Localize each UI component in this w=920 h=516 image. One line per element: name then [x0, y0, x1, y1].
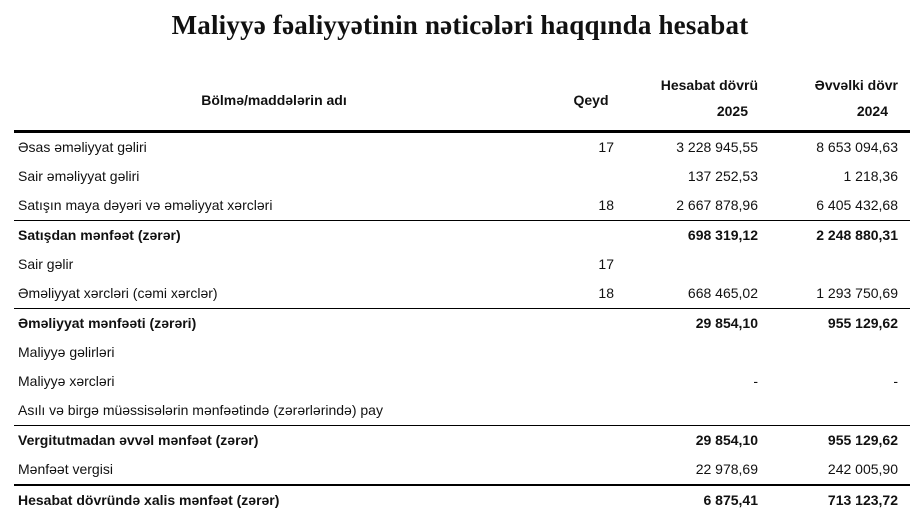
- previous-period-year: 2024: [856, 103, 888, 119]
- row-current: 22 978,69: [695, 461, 758, 477]
- table-row: [14, 191, 910, 220]
- row-previous: 2 248 880,31: [816, 227, 898, 243]
- row-name: Əməliyyat mənfəəti (zərəri): [18, 315, 197, 331]
- income-statement-table: [14, 70, 910, 515]
- row-previous: 955 129,62: [827, 315, 898, 331]
- row-name: Maliyyə gəlirləri: [18, 344, 115, 360]
- row-name: Vergitutmadan əvvəl mənfəət (zərər): [18, 432, 259, 448]
- row-name: Asılı və birgə müəssisələrin mənfəətində (zərərlərində) pay: [18, 402, 383, 418]
- current-period-label: Hesabat dövrü: [660, 77, 758, 93]
- table-row: [14, 338, 910, 367]
- table-row: [14, 367, 910, 396]
- row-note: 18: [598, 197, 614, 213]
- row-previous: 1 218,36: [843, 168, 898, 184]
- row-current: 3 228 945,55: [676, 139, 758, 155]
- column-header-previous: [758, 72, 898, 124]
- row-name: Mənfəət vergisi: [18, 461, 113, 477]
- row-note: 17: [598, 256, 614, 272]
- row-name: Əməliyyat xərcləri (cəmi xərclər): [18, 285, 218, 301]
- table-row: [14, 279, 910, 308]
- table-row-subtotal: [14, 220, 910, 250]
- table-row-net-profit: [14, 484, 910, 515]
- row-name: Satışdan mənfəət (zərər): [18, 227, 181, 243]
- column-header-name: Bölmə/maddələrin adı: [201, 92, 347, 108]
- table-row: [14, 396, 910, 425]
- row-previous: 6 405 432,68: [816, 197, 898, 213]
- table-row: [14, 133, 910, 162]
- row-previous: 955 129,62: [827, 432, 898, 448]
- row-current: -: [753, 373, 758, 389]
- row-current: 6 875,41: [703, 492, 758, 508]
- table-header: [14, 70, 910, 133]
- row-name: Hesabat dövründə xalis mənfəət (zərər): [18, 492, 280, 508]
- row-name: Sair əməliyyat gəliri: [18, 168, 140, 184]
- row-current: 29 854,10: [695, 315, 758, 331]
- row-previous: 713 123,72: [827, 492, 898, 508]
- table-row-subtotal: [14, 425, 910, 455]
- column-header-note: Qeyd: [573, 92, 609, 108]
- row-name: Satışın maya dəyəri və əməliyyat xərcləri: [18, 197, 273, 213]
- column-header-current: [626, 72, 758, 124]
- row-current: 2 667 878,96: [676, 197, 758, 213]
- row-name: Sair gəlir: [18, 256, 74, 272]
- row-previous: -: [893, 373, 898, 389]
- row-name: Maliyyə xərcləri: [18, 373, 115, 389]
- current-period-year: 2025: [716, 103, 748, 119]
- row-current: 668 465,02: [687, 285, 758, 301]
- row-note: 18: [598, 285, 614, 301]
- row-name: Əsas əməliyyat gəliri: [18, 139, 147, 155]
- row-previous: 242 005,90: [827, 461, 898, 477]
- table-row-subtotal: [14, 308, 910, 338]
- table-row: [14, 162, 910, 191]
- row-current: 137 252,53: [687, 168, 758, 184]
- report-title: Maliyyə fəaliyyətinin nəticələri haqqında hesabat: [171, 10, 749, 40]
- table-row: [14, 455, 910, 484]
- row-current: 698 319,12: [687, 227, 758, 243]
- row-previous: 8 653 094,63: [816, 139, 898, 155]
- row-note: 17: [598, 139, 614, 155]
- row-previous: 1 293 750,69: [816, 285, 898, 301]
- previous-period-label: Əvvəlki dövr: [814, 77, 898, 93]
- row-current: 29 854,10: [695, 432, 758, 448]
- table-row: [14, 250, 910, 279]
